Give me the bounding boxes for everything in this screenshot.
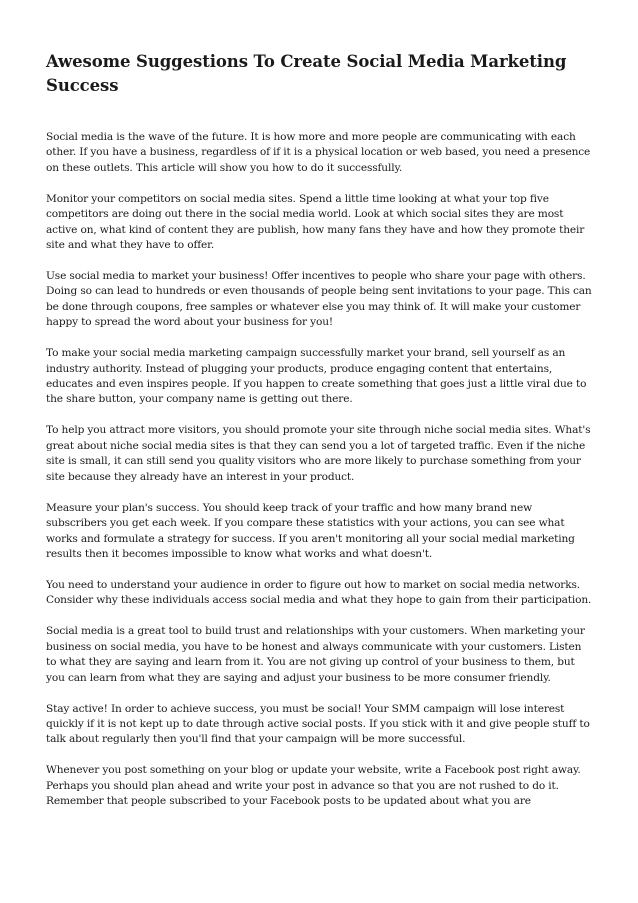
paragraph: Use social media to market your business! Offer incentives to people who share your page with others. Doing so can lead to hundreds or even thousands of people being sent invitations to your page. This can be done through coupons, free samples or whatever else you may think of. It will make your customer happy to spread the word about your business for you! bbox=[46, 270, 592, 329]
paragraph: Stay active! In order to achieve success, you must be social! Your SMM campaign will lose interest quickly if it is not kept up to date through active social posts. If you stick with it and give people stuff to talk about regularly then you'll find that your campaign will be more successful. bbox=[46, 702, 590, 746]
paragraph: Measure your plan's success. You should keep track of your traffic and how many brand new subscribers you get each week. If you compare these statistics with your actions, you can see what works and formulate a strategy for success. If you aren't monitoring all your social medial marketing results then it becomes impossible to know what works and what doesn't. bbox=[46, 501, 575, 560]
paragraph: Social media is the wave of the future. It is how more and more people are communicating with each other. If you have a business, regardless of if it is a physical location or web based, you need a presence on these outlets. This article will show you how to do it successfully. bbox=[46, 131, 591, 174]
paragraph: You need to understand your audience in order to figure out how to market on social media networks. Consider why these individuals access social media and what they hope to gain from their participation. bbox=[46, 578, 592, 607]
document-page bbox=[46, 50, 594, 825]
paragraph: Social media is a great tool to build trust and relationships with your customers. When marketing your business on social media, you have to be honest and always communicate with your customers. Listen to what they are saying and learn from it. You are not giving up control of your business to them, but you can learn from what they are saying and adjust your business to be more consumer friendly. bbox=[46, 625, 585, 684]
paragraph: To make your social media marketing campaign successfully market your brand, sell yourself as an industry authority. Instead of plugging your products, produce engaging content that entertains, educates and even inspires people. If you happen to create something that goes just a little viral due to the share button, your company name is getting out there. bbox=[46, 347, 587, 406]
document-title: Awesome Suggestions To Create Social Media Marketing Success bbox=[46, 52, 567, 95]
paragraph: Monitor your competitors on social media sites. Spend a little time looking at what your top five competitors are doing out there in the social media world. Look at which social sites they are most active on, what kind of content they are publish, how many fans they have and how they promote their site and what they have to offer. bbox=[46, 192, 585, 252]
paragraph: To help you attract more visitors, you should promote your site through niche social media sites. What's great about niche social media sites is that they can send you a lot of targeted traffic. Even if the niche site is small, it can still send you quality visitors who are more likely to purchase something from your site because they already have an interest in your product. bbox=[46, 424, 591, 483]
paragraph: Whenever you post something on your blog or update your website, write a Facebook post right away. Perhaps you should plan ahead and write your post in advance so that you are not rushed to do it. Remember that people subscribed to your Facebook posts to be updated about what you are bbox=[46, 764, 581, 808]
